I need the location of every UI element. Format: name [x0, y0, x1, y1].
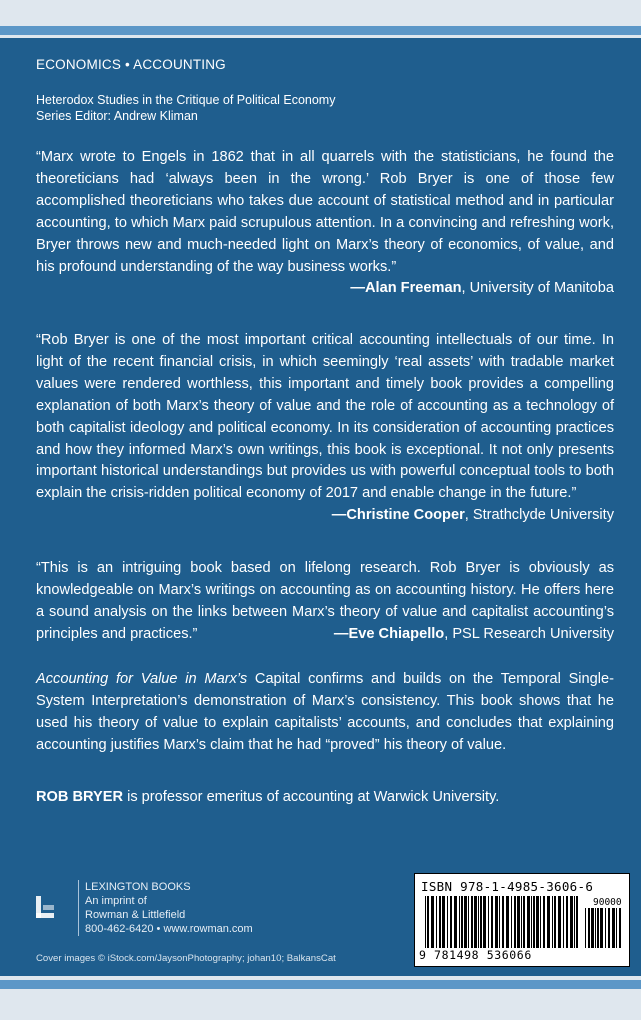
blurb-text: “This is an intriguing book based on lifelong research. Rob Bryer is obviously as knowledgeable on Marx’s writings on accounting as on accounting history. He offers here a sound analysis on the links between Marx’s theory of value and capitalist accounting’s principles and practices.” — [36, 560, 614, 642]
blurb-affiliation: , Strathclyde University — [464, 507, 614, 524]
blurb-chiapello — [36, 558, 614, 646]
ean-bars — [425, 896, 581, 948]
series-editor: Series Editor: Andrew Kliman — [36, 109, 198, 123]
blurb-affiliation: , University of Manitoba — [461, 280, 614, 297]
description-body: confirms and builds on the Temporal Single-System Interpretation’s demonstration of Marx’s consistency. This book shows that he used his theory of value to explain capitalists’ accounts, and concludes that explaining accounting justifies Marx’s claim that he had “proved” his theory of value. — [36, 671, 614, 753]
blurb-author: —Eve Chiapello — [333, 625, 445, 642]
blurb-attribution — [332, 505, 614, 527]
blurb-author: —Christine Cooper — [331, 507, 465, 524]
publisher-parent: Rowman & Littlefield — [85, 909, 186, 921]
book-title-plain: Capital — [247, 671, 301, 687]
ean-digits: 9 781498 536066 — [419, 948, 532, 962]
bottom-stripe — [0, 980, 641, 989]
book-title-italic: Accounting for Value in Marx’s — [36, 671, 248, 687]
price-code: 90000 — [593, 897, 622, 908]
top-band — [0, 0, 641, 38]
blurb-text: “Marx wrote to Engels in 1862 that in all quarrels with the statisticians, he found the theoreticians had ‘always been in the wrong.’ Rob Bryer is one of those few accomplished theoreticians who takes due account of statistical method and in particular accounting, to which Marx paid scrupulous attention. In a convincing and refreshing work, Bryer throws new and much-needed light on Marx’s theory of economics, of value, and his profound understanding of the way business works.” — [36, 149, 614, 275]
blurb-affiliation: , PSL Research University — [444, 625, 614, 642]
author-bio-text: is professor emeritus of accounting at Warwick University. — [123, 789, 500, 805]
publisher-name: LEXINGTON BOOKS — [85, 881, 191, 893]
addon-bars — [585, 908, 623, 948]
publisher-imprint: An imprint of — [85, 895, 147, 907]
isbn-number: ISBN 978-1-4985-3606-6 — [421, 879, 594, 894]
bottom-band — [0, 976, 641, 1020]
blurb-cooper — [36, 330, 614, 527]
top-stripe — [0, 26, 641, 35]
category-label: ECONOMICS • ACCOUNTING — [36, 57, 226, 72]
publisher-info — [78, 880, 253, 936]
series-info — [36, 92, 335, 124]
blurb-author: —Alan Freeman — [350, 280, 462, 297]
author-name: ROB BRYER — [36, 789, 124, 805]
book-description — [36, 669, 614, 757]
blurb-text: “Rob Bryer is one of the most important critical accounting intellectuals of our time. In light of the recent financial crisis, in which seemingly ‘real assets’ with tradable market values were rendered worthless, this important and timely book provides a compelling explanation of both Marx’s theory of value and the role of accounting as a technology of both capitalist ideology and political economy. In its consideration of accounting practices and how they informed Marx’s own writings, this book is exceptional. It not only presents important historical understandings but provides us with powerful conceptual tools to both explain the crisis-ridden political economy of 2017 and enable change in the future.” — [36, 332, 614, 502]
publisher-logo-icon — [34, 892, 56, 922]
image-credits: Cover images © iStock.com/JaysonPhotography; johan10; BalkansCat — [36, 953, 336, 964]
publisher-lines — [78, 880, 253, 936]
publisher-contact: 800-462-6420 • www.rowman.com — [85, 923, 253, 935]
blurb-attribution — [36, 278, 614, 300]
series-title: Heterodox Studies in the Critique of Political Economy — [36, 93, 336, 107]
isbn-barcode — [414, 873, 630, 967]
author-bio — [36, 789, 499, 805]
blurb-freeman — [36, 147, 614, 300]
blurb-attribution — [334, 624, 614, 646]
